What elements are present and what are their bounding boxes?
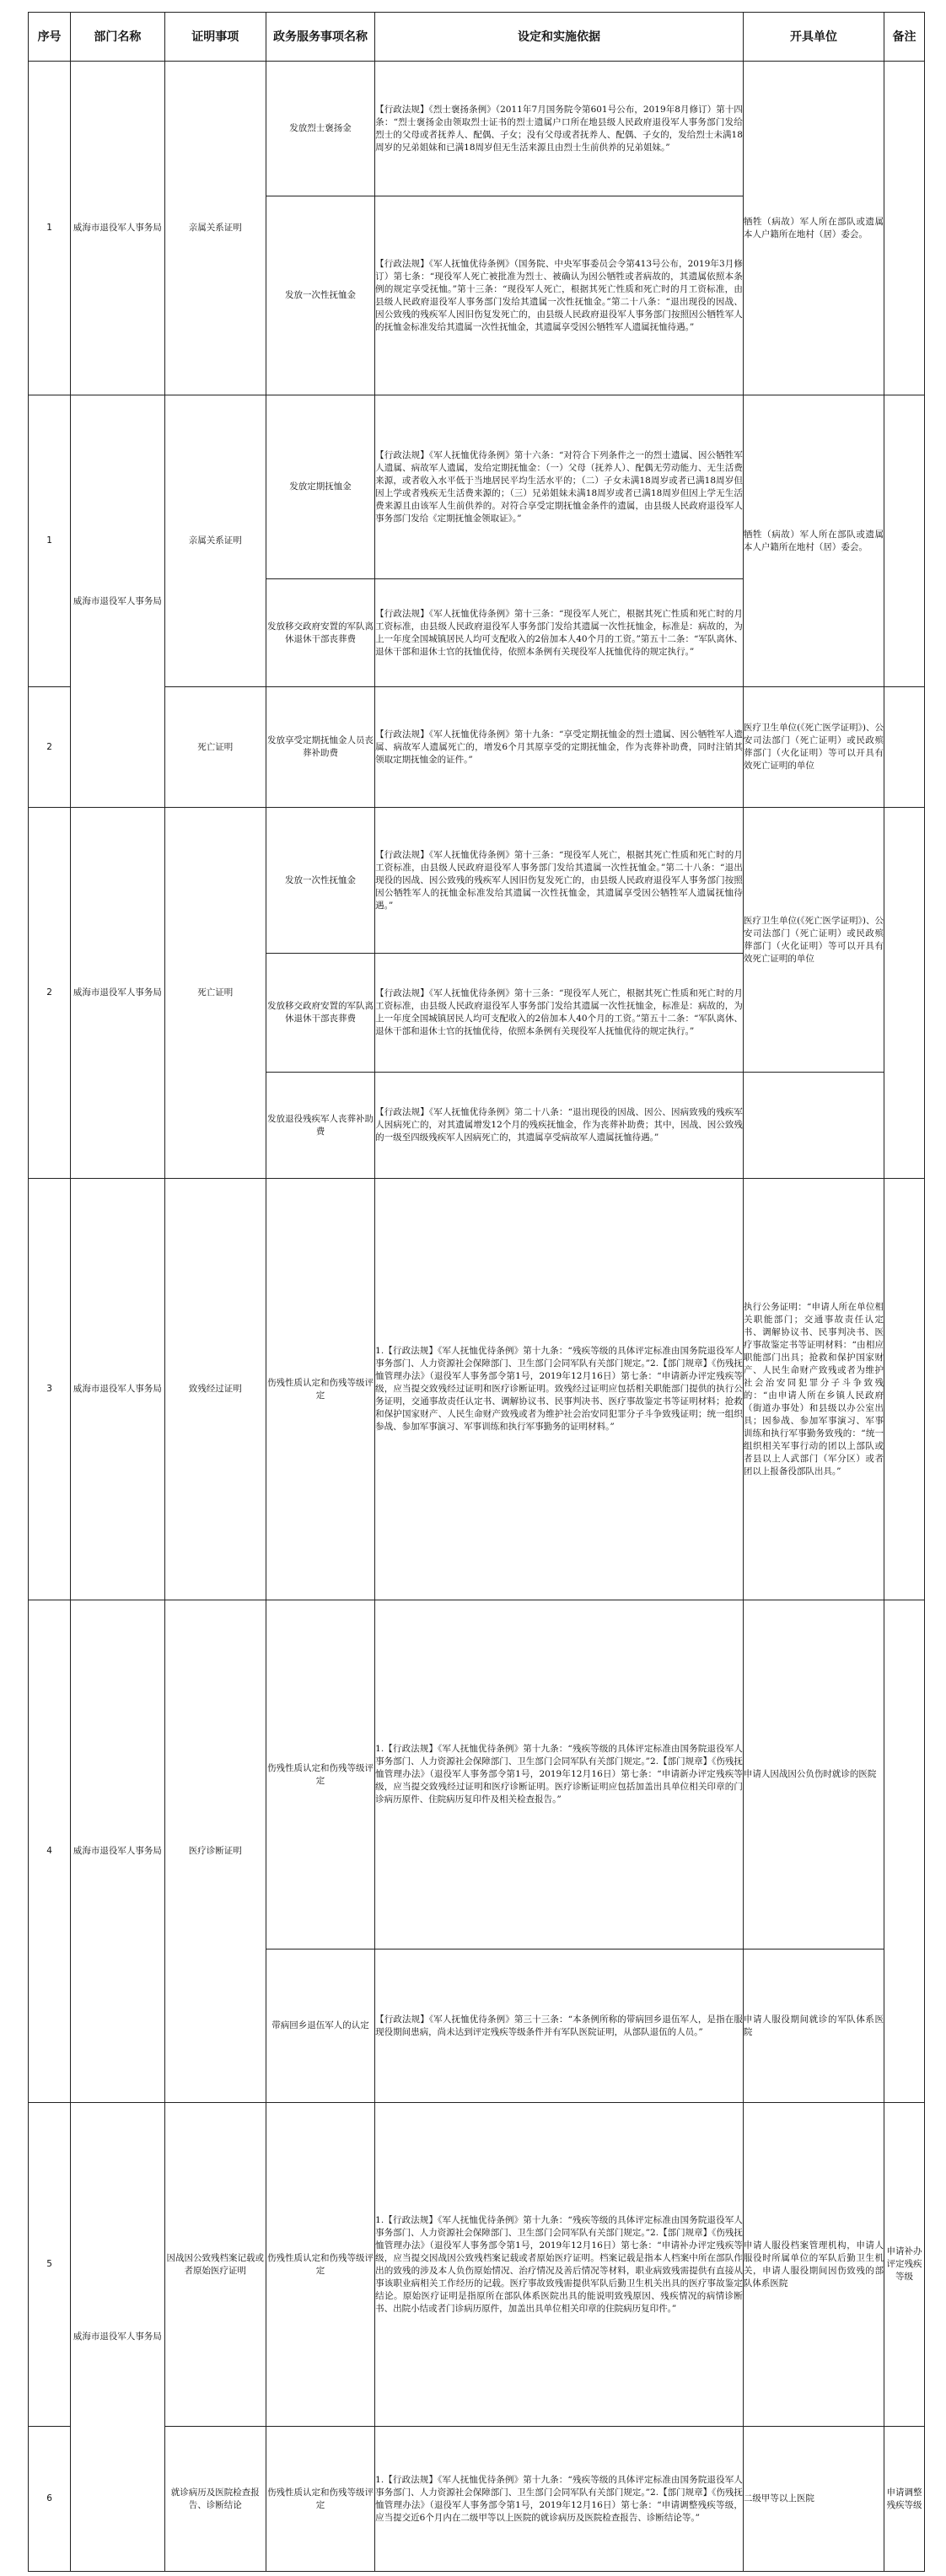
item-cell: 死亡证明 [164,687,266,808]
unit-cell: 医疗卫生单位(《死亡医学证明》)、公安司法部门（死亡证明）或民政殡葬部门（火化证明）等可以开具有效死亡证明的单位 [743,687,884,808]
note-cell [884,62,925,395]
unit-cell: 医疗卫生单位(《死亡医学证明》)、公安司法部门（死亡证明）或民政殡葬部门（火化证明）等可以开具有效死亡证明的单位 [743,808,884,1073]
service-cell: 发放烈士褒扬金 [266,62,374,196]
basis-cell: 【行政法规】《军人抚恤优待条例》第十三条：“现役军人死亡，根据其死亡性质和死亡时的月工资标准，由县级人民政府退役军人事务部门发给其遗属一次性抚恤金。”第二十八条：“退出现役的因战、因公致残的残疾军人因旧伤复发死亡的，由县级人民政府退役军人事务部门按照因公牺牲军人的抚恤金标准发给其遗属一次性抚恤金，其遗属享受因公牺牲军人遗属抚恤待遇。” [375,808,744,954]
basis-cell: 1.【行政法规】《军人抚恤优待条例》第十九条：“残疾等级的具体评定标准由国务院退役军人事务部门、人力资源社会保障部门、卫生部门会同军队有关部门规定。”2.【部门规章】《伤残抚恤管理办法》（退役军人事务部令第1号，2019年12月16日）第七条：“申请补办评定残疾等级，应当提交因战因公致残档案记载或者原始医疗证明。档案记载是指本人档案中所在部队作出的致残的涉及本人负伤原始情况、治疗情况及善后情况等材料，职业病致残需提供有直接从事该职业病相关工作经历的记载。医疗事故致残需提供军队后勤卫生机关出具的医疗事故鉴定结论。原始医疗证明是指原所在部队体系医院出具的能说明致残原因、残疾情况的病情诊断书、出院小结或者门诊病历原件，加盖出具单位相关印章的住院病历复印件。” [375,2103,744,2427]
basis-cell: 【行政法规】《军人抚恤优待条例》第十三条：“现役军人死亡，根据其死亡性质和死亡时的月工资标准，由县级人民政府退役军人事务部门发给其遗属一次性抚恤金，标准是：病故的，为上一年度全国城镇居民人均可支配收入的2倍加本人40个月的工资。”第五十二条：“军队离休、退休干部和退休士官的抚恤优待，依照本条例有关现役军人抚恤优待的规定执行。” [375,579,744,687]
unit-cell-empty [743,1073,884,1179]
dept-cell: 威海市退役军人事务局 [71,395,164,808]
table-row [29,62,925,196]
header-dept: 部门名称 [71,13,164,62]
header-note: 备注 [884,13,925,62]
service-cell: 发放一次性抚恤金 [266,196,374,395]
table-row [29,1600,925,1949]
service-cell: 伤残性质认定和伤残等级评定 [266,2427,374,2572]
dept-cell: 威海市退役军人事务局 [71,1179,164,1600]
basis-cell: 1.【行政法规】《军人抚恤优待条例》第十九条：“残疾等级的具体评定标准由国务院退役军人事务部门、人力资源社会保障部门、卫生部门会同军队有关部门规定。”2.【部门规章】《伤残抚恤管理办法》（退役军人事务部令第1号，2019年12月16日）第七条：“申请新办评定残疾等级，应当提交致残经过证明和医疗诊断证明。医疗诊断证明应包括加盖出具单位相关印章的门诊病历原件、住院病历复印件及相关检查报告。” [375,1600,744,1949]
note-cell: 申请补办评定残疾等级 [884,2103,925,2427]
service-cell: 发放一次性抚恤金 [266,808,374,954]
basis-cell: 【行政法规】《军人抚恤优待条例》第十六条：“对符合下列条件之一的烈士遗属、因公牺牲军人遗属、病故军人遗属，发给定期抚恤金：（一）父母（抚养人）、配偶无劳动能力、无生活费来源，或者收入水平低于当地居民平均生活水平的；（二）子女未满18周岁或者已满18周岁但因上学或者残疾无生活费来源的；（三）兄弟姐妹未满18周岁或者已满18周岁但因上学无生活费来源且由该军人生前供养的。对符合享受定期抚恤金条件的遗属，由县级人民政府退役军人事务部门发给《定期抚恤金领取证》。” [375,395,744,579]
unit-cell: 申请人服役期间就诊的军队体系医院 [743,1949,884,2103]
item-cell: 死亡证明 [164,808,266,1179]
service-cell: 带病回乡退伍军人的认定 [266,1949,374,2103]
header-item: 证明事项 [164,13,266,62]
service-cell: 伤残性质认定和伤残等级评定 [266,1179,374,1600]
seq-cell: 1 [29,395,71,687]
header-unit: 开具单位 [743,13,884,62]
header-service: 政务服务事项名称 [266,13,374,62]
service-cell: 伤残性质认定和伤残等级评定 [266,1600,374,1949]
dept-cell: 威海市退役军人事务局 [71,62,164,395]
service-cell: 发放退役残疾军人丧葬补助费 [266,1073,374,1179]
basis-cell: 【行政法规】《军人抚恤优待条例》第十九条：“享受定期抚恤金的烈士遗属、因公牺牲军人遗属、病故军人遗属死亡的，增发6个月其原享受的定期抚恤金，作为丧葬补助费，同时注销其领取定期抚恤金的证件。” [375,687,744,808]
basis-cell: 1.【行政法规】《军人抚恤优待条例》第十九条：“残疾等级的具体评定标准由国务院退役军人事务部门、人力资源社会保障部门、卫生部门会同军队有关部门规定。”2.【部门规章】《伤残抚恤管理办法》（退役军人事务部令第1号，2019年12月16日）第七条：“申请新办评定残疾等级，应当提交致残经过证明和医疗诊断证明。致残经过证明应包括相关职能部门提供的执行公务证明，交通事故责任认定书、调解协议书、民事判决书、医疗事故鉴定书等证明材料；抢救和保护国家财产、人民生命财产致残或者为维护社会治安同犯罪分子斗争致残证明；统一组织参战、参加军事演习、军事训练和执行军事勤务的证明材料。” [375,1179,744,1600]
service-cell: 伤残性质认定和伤残等级评定 [266,2103,374,2427]
note-cell [884,1179,925,1600]
header-seq: 序号 [29,13,71,62]
service-cell: 发放享受定期抚恤金人员丧葬补助费 [266,687,374,808]
header-basis: 设定和实施依据 [375,13,744,62]
dept-cell: 威海市退役军人事务局 [71,1600,164,2103]
seq-cell: 2 [29,808,71,1179]
item-cell: 医疗诊断证明 [164,1600,266,2103]
seq-cell: 4 [29,1600,71,2103]
note-cell: 申请调整残疾等级 [884,2427,925,2572]
dept-cell: 威海市退役军人事务局 [71,2103,164,2572]
basis-cell: 【行政法规】《军人抚恤优待条例》第十三条：“现役军人死亡，根据其死亡性质和死亡时的月工资标准，由县级人民政府退役军人事务部门发给其遗属一次性抚恤金，标准是：病故的，为上一年度全国城镇居民人均可支配收入的2倍加本人40个月的工资。”第五十二条：“军队离休、退休干部和退休士官的抚恤优待，依照本条例有关现役军人抚恤优待的规定执行。” [375,954,744,1073]
unit-cell: 申请人因战因公负伤时就诊的医院 [743,1600,884,1949]
seq-cell: 3 [29,1179,71,1600]
table-row [29,2103,925,2427]
item-cell: 致残经过证明 [164,1179,266,1600]
service-cell: 发放移交政府安置的军队离休退休干部丧葬费 [266,579,374,687]
unit-cell: 二级甲等以上医院 [743,2427,884,2572]
item-cell: 亲属关系证明 [164,395,266,687]
service-cell: 发放移交政府安置的军队离休退休干部丧葬费 [266,954,374,1073]
unit-cell: 申请人服役档案管理机构，申请人服役时所属单位的军队后勤卫生机关，申请人服役期间因伤致残的部队体系医院 [743,2103,884,2427]
seq-cell: 6 [29,2427,71,2572]
service-cell: 发放定期抚恤金 [266,395,374,579]
seq-cell: 2 [29,687,71,808]
dept-cell: 威海市退役军人事务局 [71,808,164,1179]
item-cell: 因战因公致残档案记载或者原始医疗证明 [164,2103,266,2427]
table-row [29,808,925,954]
basis-cell: 【行政法规】《军人抚恤优待条例》（国务院、中央军事委员会令第413号公布，2019年3月修订）第七条：“现役军人死亡被批准为烈士、被确认为因公牺牲或者病故的，其遗属依照本条例的规定享受抚恤。”第十三条：“现役军人死亡，根据其死亡性质和死亡时的月工资标准，由县级人民政府退役军人事务部门发给其遗属一次性抚恤金。”第二十八条：“退出现役的因战、因公致残的残疾军人因旧伤复发死亡的，由县级人民政府退役军人事务部门按照因公牺牲军人的抚恤金标准发给其遗属一次性抚恤金，其遗属享受因公牺牲军人遗属抚恤待遇。” [375,196,744,395]
table-row [29,395,925,579]
seq-cell: 5 [29,2103,71,2427]
seq-cell: 1 [29,62,71,395]
basis-cell: 【行政法规】《烈士褒扬条例》（2011年7月国务院令第601号公布，2019年8月修订）第十四条：“烈士褒扬金由领取烈士证书的烈士遗属户口所在地县级人民政府退役军人事务部门发给烈士的父母或者抚养人、配偶、子女；没有父母或者抚养人、配偶、子女的，发给烈士未满18周岁的兄弟姐妹和已满18周岁但无生活来源且由烈士生前供养的兄弟姐妹。” [375,62,744,196]
unit-cell: 执行公务证明：“申请人所在单位相关职能部门；交通事故责任认定书、调解协议书、民事判决书、医疗事故鉴定书等证明材料：“由相应职能部门出具；抢救和保护国家财产、人民生命财产致残或者为维护社会治安同犯罪分子斗争致残的：“由申请人所在乡镇人民政府（街道办事处）和县级以办公室出具；因参战、参加军事演习、军事训练和执行军事勤务致残的：“统一组织相关军事行动的团以上部队或者县以上人武部门（军分区）或者团以上报备役部队出具。” [743,1179,884,1600]
table-row [29,1179,925,1600]
basis-cell: 【行政法规】《军人抚恤优待条例》第二十八条：“退出现役的因战、因公、因病致残的残疾军人因病死亡的，对其遗属增发12个月的残疾抚恤金，作为丧葬补助费；其中，因战、因公致残的一级至四级残疾军人因病死亡的，其遗属享受病故军人遗属抚恤待遇。” [375,1073,744,1179]
certificate-table [28,12,925,2572]
note-cell [884,1600,925,2103]
note-cell [884,687,925,808]
unit-cell: 牺牲（病故）军人所在部队或遗属本人户籍所在地村（居）委会。 [743,62,884,395]
item-cell: 就诊病历及医院检查报告、诊断结论 [164,2427,266,2572]
unit-cell: 牺牲（病故）军人所在部队或遗属本人户籍所在地村（居）委会。 [743,395,884,687]
note-cell [884,395,925,687]
note-cell [884,808,925,1179]
header-row [29,13,925,62]
basis-cell: 【行政法规】《军人抚恤优待条例》第三十三条：“本条例所称的带病回乡退伍军人，是指在服现役期间患病，尚未达到评定残疾等级条件并有军队医院证明，从部队退伍的人员。” [375,1949,744,2103]
basis-cell: 1.【行政法规】《军人抚恤优待条例》第十九条：“残疾等级的具体评定标准由国务院退役军人事务部门、人力资源社会保障部门、卫生部门会同军队有关部门规定。”2.【部门规章】《伤残抚恤管理办法》（退役军人事务部令第1号，2019年12月16日）第七条：“申请调整残疾等级，应当提交近6个月内在二级甲等以上医院的就诊病历及医院检查报告、诊断结论等。” [375,2427,744,2572]
item-cell: 亲属关系证明 [164,62,266,395]
